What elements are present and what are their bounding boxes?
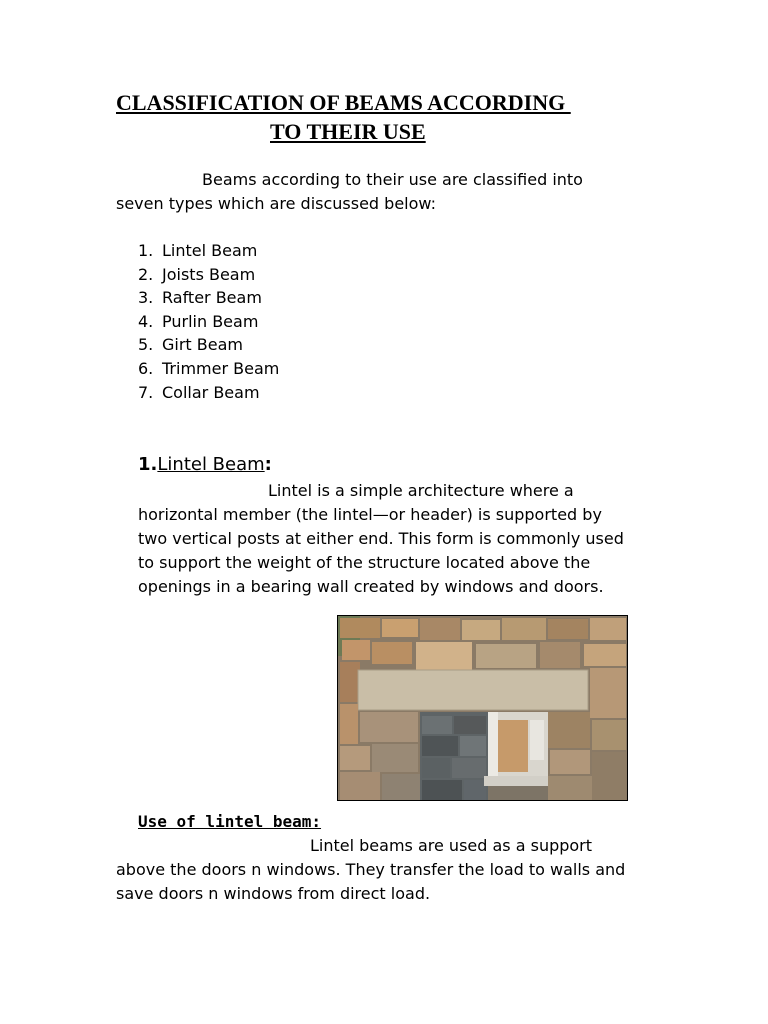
section-colon: : (264, 454, 272, 475)
lintel-paragraph (138, 479, 658, 599)
list-item (138, 310, 279, 334)
list-label: Lintel Beam (162, 241, 258, 260)
list-label: Trimmer Beam (162, 358, 280, 378)
list-label: Purlin Beam (162, 311, 259, 331)
title-line-1: CLASSIFICATION OF BEAMS ACCORDING (116, 90, 571, 115)
list-number: 2. (138, 264, 154, 284)
list-number: 3. (138, 288, 154, 308)
intro-line-2: seven types which are discussed below: (116, 194, 437, 213)
list-item (138, 239, 279, 263)
intro-paragraph (116, 168, 656, 216)
list-item (138, 357, 279, 381)
paragraph-line: Lintel beams are used as a support (310, 836, 593, 855)
section-number: 1. (138, 454, 158, 475)
section-title: Lintel Beam (157, 454, 265, 475)
intro-line-1: Beams according to their use are classified into (202, 170, 583, 189)
lintel-wall-illustration (338, 616, 627, 800)
title-line-2: TO THEIR USE (270, 119, 426, 144)
use-heading: Use of lintel beam: (138, 812, 322, 831)
list-number: 1. (138, 241, 154, 260)
paragraph-line: save doors n windows from direct load. (116, 884, 431, 903)
beam-types-list (138, 239, 279, 404)
paragraph-line: above the doors n windows. They transfer the load to walls and (116, 860, 626, 879)
list-number: 6. (138, 358, 154, 378)
use-paragraph (116, 834, 656, 906)
list-number: 4. (138, 311, 154, 331)
list-label: Girt Beam (162, 335, 243, 355)
lintel-beam-photo (337, 615, 628, 801)
list-label: Joists Beam (162, 264, 256, 284)
list-item (138, 381, 279, 405)
paragraph-line: to support the weight of the structure located above the (138, 553, 591, 572)
list-item (138, 333, 279, 357)
paragraph-line: horizontal member (the lintel—or header) is supported by (138, 505, 602, 524)
paragraph-line: openings in a bearing wall created by windows and doors. (138, 577, 604, 596)
list-label: Rafter Beam (162, 288, 262, 308)
list-label: Collar Beam (162, 382, 260, 402)
paragraph-line: Lintel is a simple architecture where a (268, 481, 574, 500)
section-heading-lintel (138, 454, 272, 475)
list-number: 7. (138, 382, 154, 402)
paragraph-line: two vertical posts at either end. This form is commonly used (138, 529, 624, 548)
list-number: 5. (138, 335, 154, 355)
list-item (138, 286, 279, 310)
list-item (138, 263, 279, 287)
